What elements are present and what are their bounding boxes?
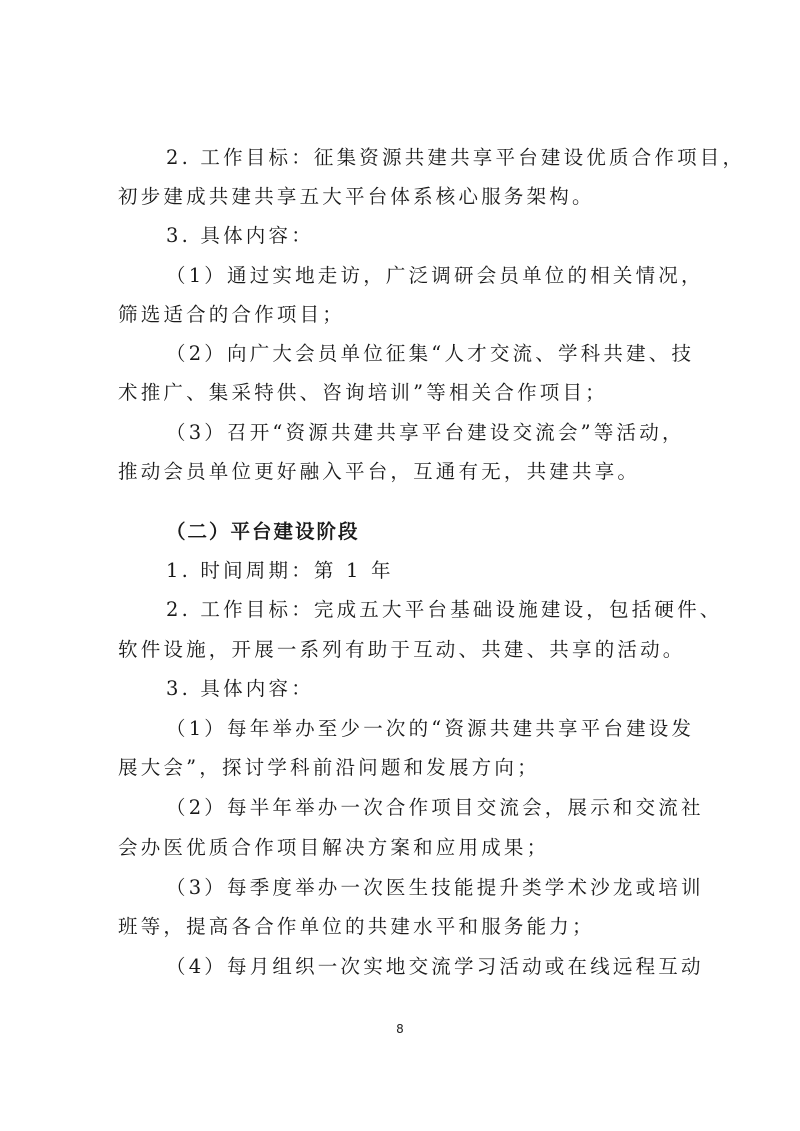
- paragraph-line: （4）每月组织一次实地交流学习活动或在线远程互动: [166, 955, 704, 978]
- section-heading: （二）平台建设阶段: [166, 520, 360, 543]
- paragraph-line: 推动会员单位更好融入平台，互通有无，共建共享。: [118, 460, 641, 483]
- paragraph-line: 3. 具体内容：: [166, 677, 314, 700]
- paragraph-line: 软件设施，开展一系列有助于互动、共建、共享的活动。: [118, 638, 686, 661]
- paragraph-line: （2）每半年举办一次合作项目交流会，展示和交流社: [166, 796, 704, 819]
- page-number: 8: [396, 1022, 404, 1036]
- paragraph-line: （2）向广大会员单位征集“人才交流、学科共建、技: [166, 342, 695, 365]
- paragraph-line: 3. 具体内容：: [166, 224, 314, 247]
- paragraph-line: （3）召开“资源共建共享平台建设交流会”等活动，: [166, 421, 685, 444]
- paragraph-line: 2. 工作目标：征集资源共建共享平台建设优质合作项目，: [166, 146, 746, 169]
- paragraph-line: 1. 时间周期：第 1 年: [166, 559, 394, 582]
- paragraph-line: （1）每年举办至少一次的“资源共建共享平台建设发: [166, 717, 695, 740]
- paragraph-line: 筛选适合的合作项目；: [118, 303, 346, 326]
- paragraph-line: （1）通过实地走访，广泛调研会员单位的相关情况，: [166, 264, 704, 287]
- paragraph-line: 2. 工作目标：完成五大平台基础设施建设，包括硬件、: [166, 598, 723, 621]
- paragraph-line: 术推广、集采特供、咨询培训”等相关合作项目；: [118, 381, 608, 404]
- paragraph-line: 班等，提高各合作单位的共建水平和服务能力；: [118, 915, 595, 938]
- paragraph-line: 展大会”，探讨学科前沿问题和发展方向；: [118, 756, 540, 779]
- paragraph-line: （3）每季度举办一次医生技能提升类学术沙龙或培训: [166, 876, 704, 899]
- paragraph-line: 会办医优质合作项目解决方案和应用成果；: [118, 836, 550, 859]
- paragraph-line: 初步建成共建共享五大平台体系核心服务架构。: [118, 185, 595, 208]
